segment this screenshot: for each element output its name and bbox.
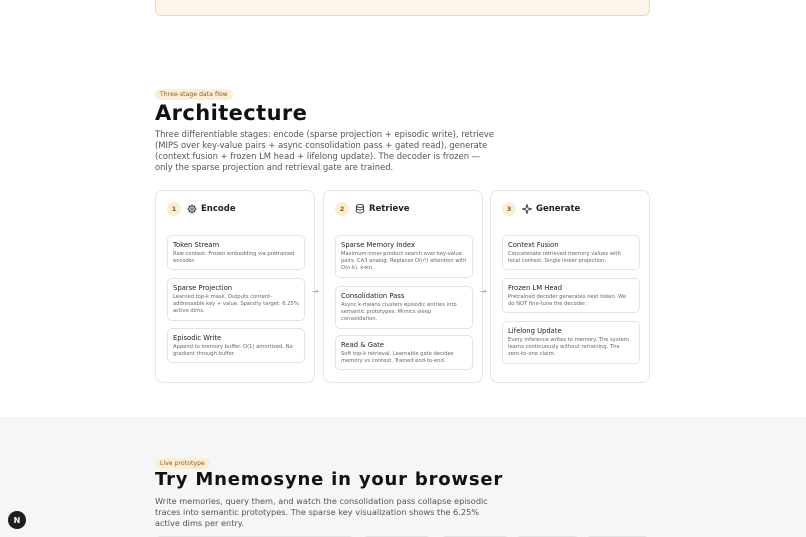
item-description: Learned top-k mask. Outputs content-addressable key + value. Sparsity target: 6.25% active dims. xyxy=(173,294,299,315)
stage-header xyxy=(335,202,410,216)
database-icon xyxy=(355,204,365,214)
stage-header xyxy=(502,202,580,216)
stage-item xyxy=(335,286,473,329)
item-description: Soft top-k retrieval. Learnable gate decides memory vs context. Trained end-to-end. xyxy=(341,351,454,365)
stage-title: Encode xyxy=(201,204,236,214)
stage-item xyxy=(167,328,305,363)
item-title: Sparse Projection xyxy=(173,284,233,292)
item-description: Maximum-inner-product search over key-value pairs. CA3 analog. Replaces O(n²) attention with O(n·k), k≪n. xyxy=(341,251,467,272)
item-title: Episodic Write xyxy=(173,334,222,342)
stage-header xyxy=(167,202,236,216)
item-description: Async k-means clusters episodic entries into semantic prototypes. Mimics sleep consolidation. xyxy=(341,302,457,323)
item-title: Token Stream xyxy=(173,241,220,249)
stage-item xyxy=(335,335,473,370)
stage-title: Generate xyxy=(536,204,581,214)
architecture-title: Architecture xyxy=(155,101,308,125)
app-logo-button[interactable] xyxy=(8,511,26,529)
item-description: Pretrained decoder generates next token. We do NOT fine-tune the decoder. xyxy=(508,294,627,308)
stage-number: 2 xyxy=(335,202,349,216)
stage-item xyxy=(167,235,305,270)
arrow-right-icon: → xyxy=(480,287,487,296)
try-title: Try Mnemosyne in your browser xyxy=(155,469,504,490)
item-description: Raw context. Frozen embedding via pretrained encoder. xyxy=(173,251,295,265)
item-title: Context Fusion xyxy=(508,241,559,249)
stage-card-encode xyxy=(155,190,315,383)
item-title: Consolidation Pass xyxy=(341,292,405,300)
architecture-eyebrow: Three-stage data flow xyxy=(155,89,233,100)
try-description: Write memories, query them, and watch the consolidation pass collapse episodic traces into semantic prototypes. The sparse key visualization shows the 6.25% active dims per entry. xyxy=(155,496,488,528)
gear-icon xyxy=(187,204,197,214)
sparkle-icon xyxy=(522,204,532,214)
try-eyebrow: Live prototype xyxy=(155,458,210,469)
stage-number: 1 xyxy=(167,202,181,216)
stage-item xyxy=(502,321,640,364)
stage-item xyxy=(502,235,640,270)
app-logo-icon: N xyxy=(13,515,21,525)
arrow-right-icon: → xyxy=(312,287,319,296)
stage-item xyxy=(167,278,305,321)
stage-item xyxy=(502,278,640,313)
architecture-description: Three differentiable stages: encode (sparse projection + episodic write), retrieve (MIPS over key-value pairs + async consolidation pass + gated read), generate (context fusion + frozen LM head + lifelong update). The decoder is frozen — only the sparse projection and retrieval gate are trained. xyxy=(155,129,494,172)
stage-number: 3 xyxy=(502,202,516,216)
item-description: Every inference writes to memory. The system learns continuously without retraining. The zero-to-one claim. xyxy=(508,337,629,358)
item-title: Frozen LM Head xyxy=(508,284,563,292)
item-description: Concatenate retrieved memory values with local context. Single linear projection. xyxy=(508,251,621,265)
stage-card-generate xyxy=(490,190,650,383)
try-section xyxy=(0,418,806,537)
item-title: Lifelong Update xyxy=(508,327,562,335)
stage-item xyxy=(335,235,473,278)
item-title: Sparse Memory Index xyxy=(341,241,415,249)
item-title: Read & Gate xyxy=(341,341,384,349)
stage-title: Retrieve xyxy=(369,204,410,214)
stage-card-retrieve xyxy=(323,190,483,383)
item-description: Append to memory buffer. O(1) amortized. No gradient through buffer. xyxy=(173,344,293,358)
